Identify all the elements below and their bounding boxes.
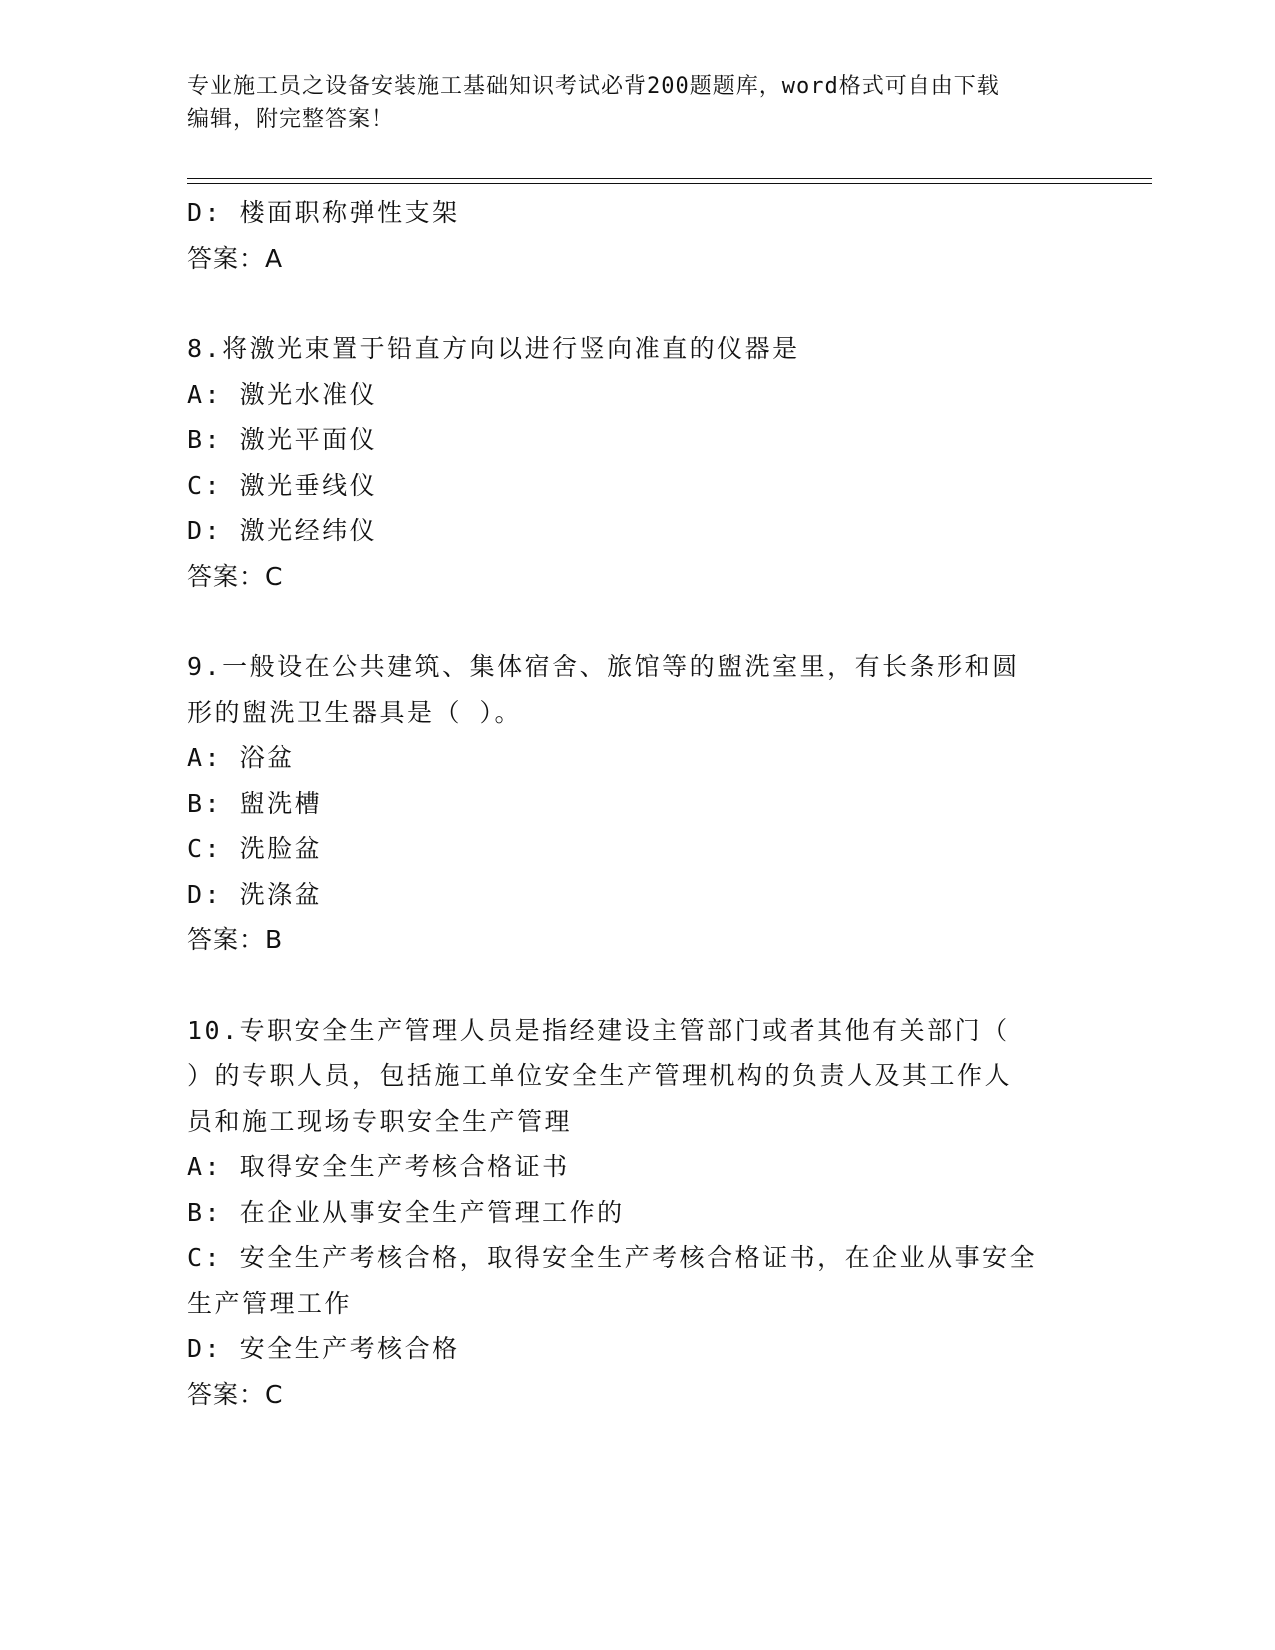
header-line-2: 编辑，附完整答案！ <box>187 107 395 132</box>
question-10-option-d: D: 安全生产考核合格 <box>187 1334 460 1363</box>
question-8-option-a: A: 激光水准仪 <box>187 379 378 409</box>
question-8-answer: 答案：C <box>187 561 284 591</box>
question-10 <box>187 1008 1087 1418</box>
question-10-option-a: A: 取得安全生产考核合格证书 <box>187 1152 570 1181</box>
question-8-option-d: D: 激光经纬仪 <box>187 516 378 545</box>
header-rule-top <box>187 178 1152 179</box>
question-9-line-2: 形的盥洗卫生器具是（ ）。 <box>187 697 523 727</box>
question-10-line-2: ）的专职人员，包括施工单位安全生产管理机构的负责人及其工作人 <box>187 1061 1013 1090</box>
question-8 <box>187 326 1087 599</box>
question-10-text <box>187 1008 1087 1145</box>
question-8-option-b: B: 激光平面仪 <box>187 425 378 454</box>
question-10-option-c-continued: 生产管理工作 <box>187 1288 353 1318</box>
question-10-line-3: 员和施工现场专职安全生产管理 <box>187 1106 573 1136</box>
question-9-answer: 答案：B <box>187 925 284 954</box>
question-10-option-c: C: 安全生产考核合格，取得安全生产考核合格证书，在企业从事安全 <box>187 1243 1038 1272</box>
question-8-option-c: C: 激光垂线仪 <box>187 470 378 500</box>
header-rule-bottom <box>187 183 1152 184</box>
prev-option-d: D: 楼面职称弹性支架 <box>187 198 460 227</box>
question-9-line-1: 9.一般设在公共建筑、集体宿舍、旅馆等的盥洗室里，有长条形和圆 <box>187 652 1020 681</box>
question-8-line-1: 8.将激光束置于铅直方向以进行竖向准直的仪器是 <box>187 334 800 363</box>
header-line-1: 专业施工员之设备安装施工基础知识考试必背200题题库，word格式可自由下载 <box>187 74 1000 99</box>
question-9-option-d: D: 洗涤盆 <box>187 879 323 909</box>
question-9-text <box>187 644 1087 735</box>
question-10-line-1: 10.专职安全生产管理人员是指经建设主管部门或者其他有关部门（ <box>187 1015 1010 1045</box>
question-content <box>187 190 1087 1462</box>
document-header <box>187 70 1087 136</box>
question-8-text <box>187 326 1087 372</box>
question-9-option-c: C: 洗脸盆 <box>187 834 323 863</box>
question-9 <box>187 644 1087 963</box>
question-9-option-b: B: 盥洗槽 <box>187 788 323 818</box>
question-9-option-a: A: 浴盆 <box>187 743 295 772</box>
prev-answer: 答案：A <box>187 243 284 273</box>
question-10-option-b: B: 在企业从事安全生产管理工作的 <box>187 1197 625 1227</box>
question-10-answer: 答案：C <box>187 1379 284 1409</box>
